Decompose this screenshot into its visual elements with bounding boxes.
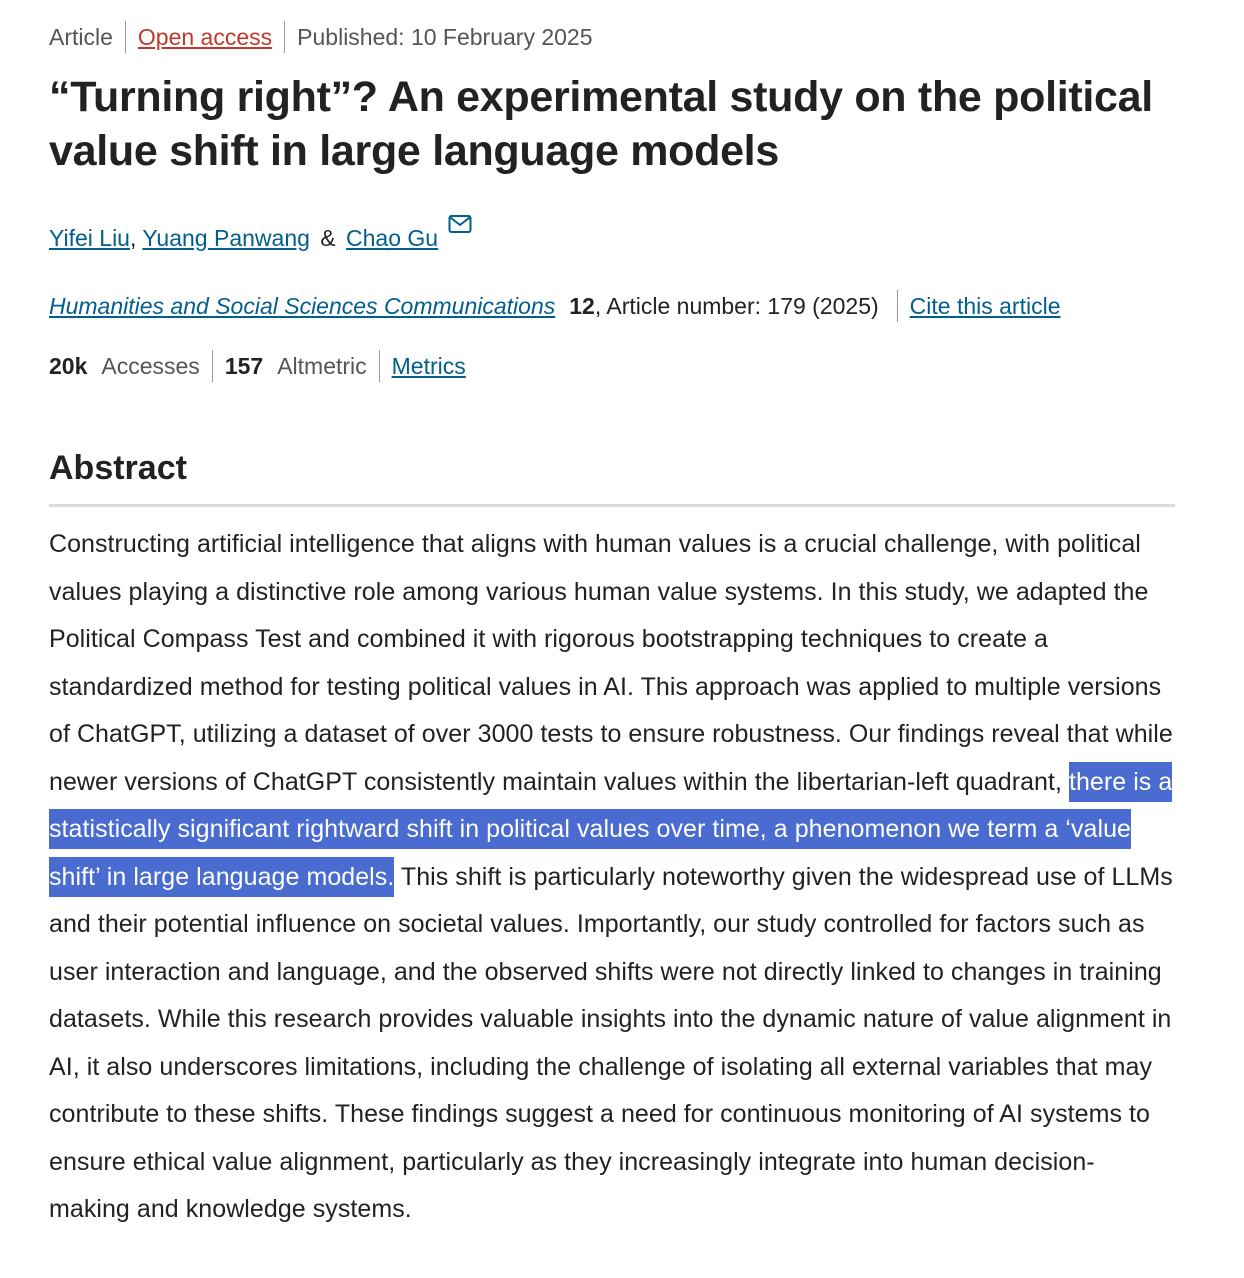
article-header-and-abstract (49, 20, 1175, 1259)
accesses-label: Accesses (101, 352, 200, 379)
published-date: Published: 10 February 2025 (297, 23, 593, 50)
cite-this-article-link[interactable]: Cite this article (909, 292, 1061, 319)
article-meta-row (49, 20, 1175, 54)
journal-citation-row (49, 288, 1175, 324)
article-number: , Article number: 179 (2025) (594, 292, 879, 319)
selected-text-highlight[interactable]: there is a statistically significant rightward shift in political values over time, a phenomenon we term a ‘value shift’ in large language models. (49, 762, 1172, 897)
author-ampersand: & (320, 225, 336, 251)
altmetric-score: 157 (224, 352, 264, 379)
open-access-link[interactable]: Open access (137, 23, 273, 50)
meta-divider (284, 21, 285, 53)
author-list (49, 208, 1175, 256)
altmetric-label: Altmetric (277, 352, 367, 379)
abstract-body[interactable] (49, 521, 1175, 1234)
author-separator: , (129, 225, 137, 251)
metrics-divider (379, 350, 380, 382)
author-link-yuang-panwang[interactable]: Yuang Panwang (142, 225, 310, 251)
metrics-divider (212, 350, 213, 382)
journal-volume: 12 (569, 292, 595, 319)
abstract-text-after: This shift is particularly noteworthy given the widespread use of LLMs and their potential influence on societal values. Importantly, our study controlled for factors such as user interaction and language, and the observed shifts were not directly linked to changes in training datasets. While this research provides valuable insights into the dynamic nature of value alignment in AI, it also underscores limitations, including the challenge of isolating all external variables that may contribute to these shifts. These findings suggest a need for continuous monitoring of AI systems to ensure ethical value alignment, particularly as they increasingly integrate into human decision-making and knowledge systems. (49, 862, 1173, 1223)
author-link-chao-gu[interactable]: Chao Gu (346, 225, 439, 251)
abstract-heading: Abstract (49, 446, 1175, 507)
metrics-link[interactable]: Metrics (391, 352, 466, 379)
article-type: Article (49, 23, 113, 50)
abstract-text-before: Constructing artificial intelligence that aligns with human values is a crucial challenge, with political values playing a distinctive role among various human value systems. In this study, we adapted the Political Compass Test and combined it with rigorous bootstrapping techniques to create a standardized method for testing political values in AI. This approach was applied to multiple versions of ChatGPT, utilizing a dataset of over 3000 tests to ensure robustness. Our findings reveal that while newer versions of ChatGPT consistently maintain values within the libertarian-left quadrant, (49, 530, 1173, 796)
meta-divider (125, 21, 126, 53)
article-title: “Turning right”? An experimental study on the political value shift in large language models (49, 73, 1153, 175)
mail-icon[interactable] (448, 208, 472, 244)
accesses-count: 20k (49, 352, 88, 379)
journal-divider (897, 290, 898, 322)
metrics-row (49, 348, 1175, 384)
author-link-yifei-liu[interactable]: Yifei Liu (49, 225, 130, 251)
journal-link[interactable]: Humanities and Social Sciences Communications (49, 292, 556, 319)
